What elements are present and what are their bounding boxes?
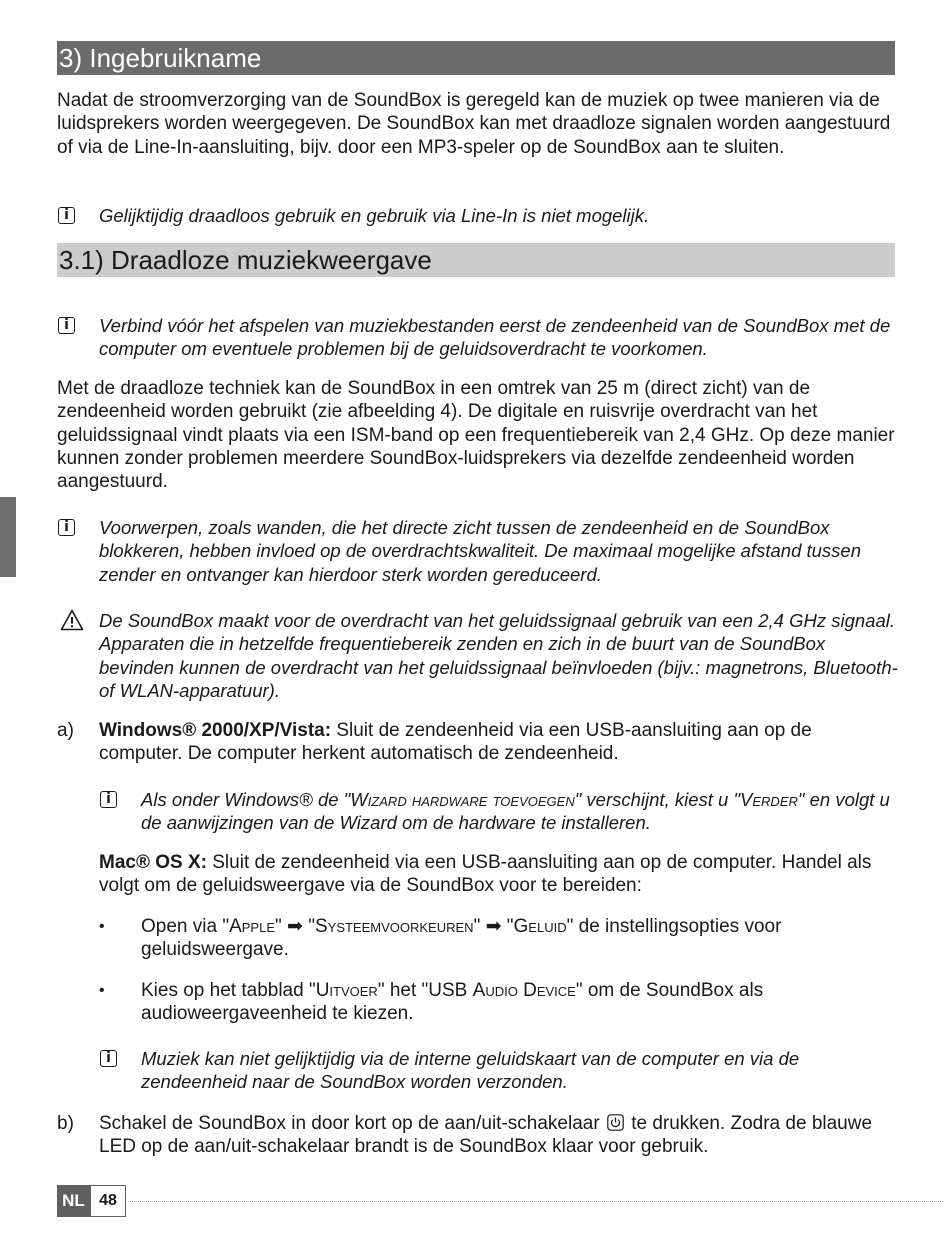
- apple-menu-label: Apple: [229, 916, 275, 937]
- step-a-windows: [99, 719, 899, 766]
- bullet-text: Kies op het tabblad ": [141, 980, 316, 1001]
- info-icon: i: [58, 317, 75, 334]
- bullet-marker: •: [99, 918, 105, 935]
- mac-label: Mac® OS X:: [99, 852, 207, 873]
- bullet-text: " om de SoundBox als audioweergaveenheid te kiezen.: [141, 980, 764, 1025]
- intro-paragraph: Nadat de stroomverzorging van de SoundBox is geregeld kan de muziek op twee manieren via de luidsprekers worden weergegeven. De SoundBox kan met draadloze signalen worden aangestuurd of via de Line-In-aansluiting, bijv. door een MP3-speler op de SoundBox aan te sluiten.: [57, 90, 891, 158]
- note-soundcard: Muziek kan niet gelijktijdig via de interne geluidskaart van de computer en via de zendeenheid naar de SoundBox worden verzonden.: [141, 1048, 800, 1093]
- info-icon: i: [58, 519, 75, 536]
- wizard-label: Wizard hardware toevoegen: [350, 789, 575, 810]
- windows-text: Sluit de zendeenheid via een USB-aansluiting aan op de computer. De computer herkent automatisch de zendeenheid.: [99, 720, 812, 765]
- language-label: NL: [57, 1185, 90, 1217]
- info-icon: i: [58, 207, 75, 224]
- step-b-text-part: te drukken. Zodra de blauwe LED op de aan/uit-schakelaar brandt is de SoundBox klaar voor gebruik.: [99, 1113, 873, 1158]
- note-obstacles: Voorwerpen, zoals wanden, die het directe zicht tussen de zendeenheid en de SoundBox blokkeren, hebben invloed op de overdrachtskwaliteit. De maximaal mogelijke afstand tussen zender en ontvanger kan hierdoor sterk worden gereduceerd.: [99, 517, 862, 585]
- page-number: 48: [90, 1185, 126, 1217]
- note-text: " en volgt u de aanwijzingen van de Wizard om de hardware te installeren.: [141, 789, 890, 834]
- note-simultaneous-use: Gelijktijdig draadloos gebruik en gebruik via Line-In is niet mogelijk.: [99, 205, 650, 226]
- warning-icon: [60, 609, 84, 631]
- footer-dotted-rule: [128, 1201, 943, 1202]
- note-text: " verschijnt, kiest u ": [574, 789, 741, 810]
- bullet-open-sound-settings: [141, 915, 881, 962]
- power-button-icon: [607, 1114, 624, 1131]
- bullet-marker: •: [99, 982, 105, 999]
- subsection-heading: 3.1) Draadloze muziekweergave: [57, 243, 895, 277]
- info-icon: i: [100, 791, 117, 808]
- wireless-paragraph: Met de draadloze techniek kan de SoundBox in een omtrek van 25 m (direct zicht) van de zendeenheid worden gebruikt (zie afbeelding 4). De digitale en ruisvrije overdracht van het geluidssignaal vindt plaats via een ISM-band op een frequentiebereik van 2,4 GHz. Op deze manier kunnen zonder problemen meerdere SoundBox-luidsprekers via dezelfde zendeenheid worden aangestuurd.: [57, 378, 895, 493]
- bullet-text: Open via ": [141, 916, 230, 937]
- step-b-marker: b): [57, 1113, 74, 1134]
- bullet-text: " het "USB: [377, 980, 473, 1001]
- side-tab-marker: [0, 497, 16, 577]
- note-windows-wizard: [141, 788, 901, 835]
- mac-text: Sluit de zendeenheid via een USB-aansluiting aan op de computer. Handel als volgt om de geluidsweergave via de SoundBox voor te bereiden:: [99, 852, 872, 897]
- note-text: Als onder Windows® de ": [141, 789, 351, 810]
- bullet-choose-output: [141, 979, 881, 1026]
- sound-label: Geluid: [513, 916, 567, 937]
- arrow-icon: " ➡ ": [275, 916, 315, 937]
- arrow-icon: " ➡ ": [473, 916, 514, 937]
- output-tab-label: Uitvoer: [315, 980, 378, 1001]
- audio-device-label: Audio Device: [472, 980, 576, 1001]
- info-icon: i: [100, 1050, 117, 1067]
- step-b-text: [99, 1112, 899, 1159]
- step-a-marker: a): [57, 720, 74, 741]
- verder-label: Verder: [740, 789, 798, 810]
- system-preferences-label: Systeemvoorkeuren: [314, 916, 474, 937]
- step-b-text-part: Schakel de SoundBox in door kort op de aan/uit-schakelaar: [99, 1113, 605, 1134]
- bullet-text: " de instellingsopties voor geluidsweergave.: [141, 916, 782, 961]
- windows-label: Windows® 2000/XP/Vista:: [99, 720, 332, 741]
- section-heading: 3) Ingebruikname: [57, 41, 895, 75]
- note-connect-transmitter: Verbind vóór het afspelen van muziekbestanden eerst de zendeenheid van de SoundBox met de computer om eventuele problemen bij de geluidsoverdracht te voorkomen.: [99, 315, 891, 360]
- warning-interference: De SoundBox maakt voor de overdracht van het geluidssignaal gebruik van een 2,4 GHz signaal. Apparaten die in hetzelfde frequentiebereik zenden en zich in de buurt van de SoundBox bevinden kunnen de overdracht van het geluidssignaal beïnvloeden (bijv.: magnetrons, Bluetooth- of WLAN-apparatuur).: [99, 610, 898, 701]
- step-a-mac: [99, 851, 899, 898]
